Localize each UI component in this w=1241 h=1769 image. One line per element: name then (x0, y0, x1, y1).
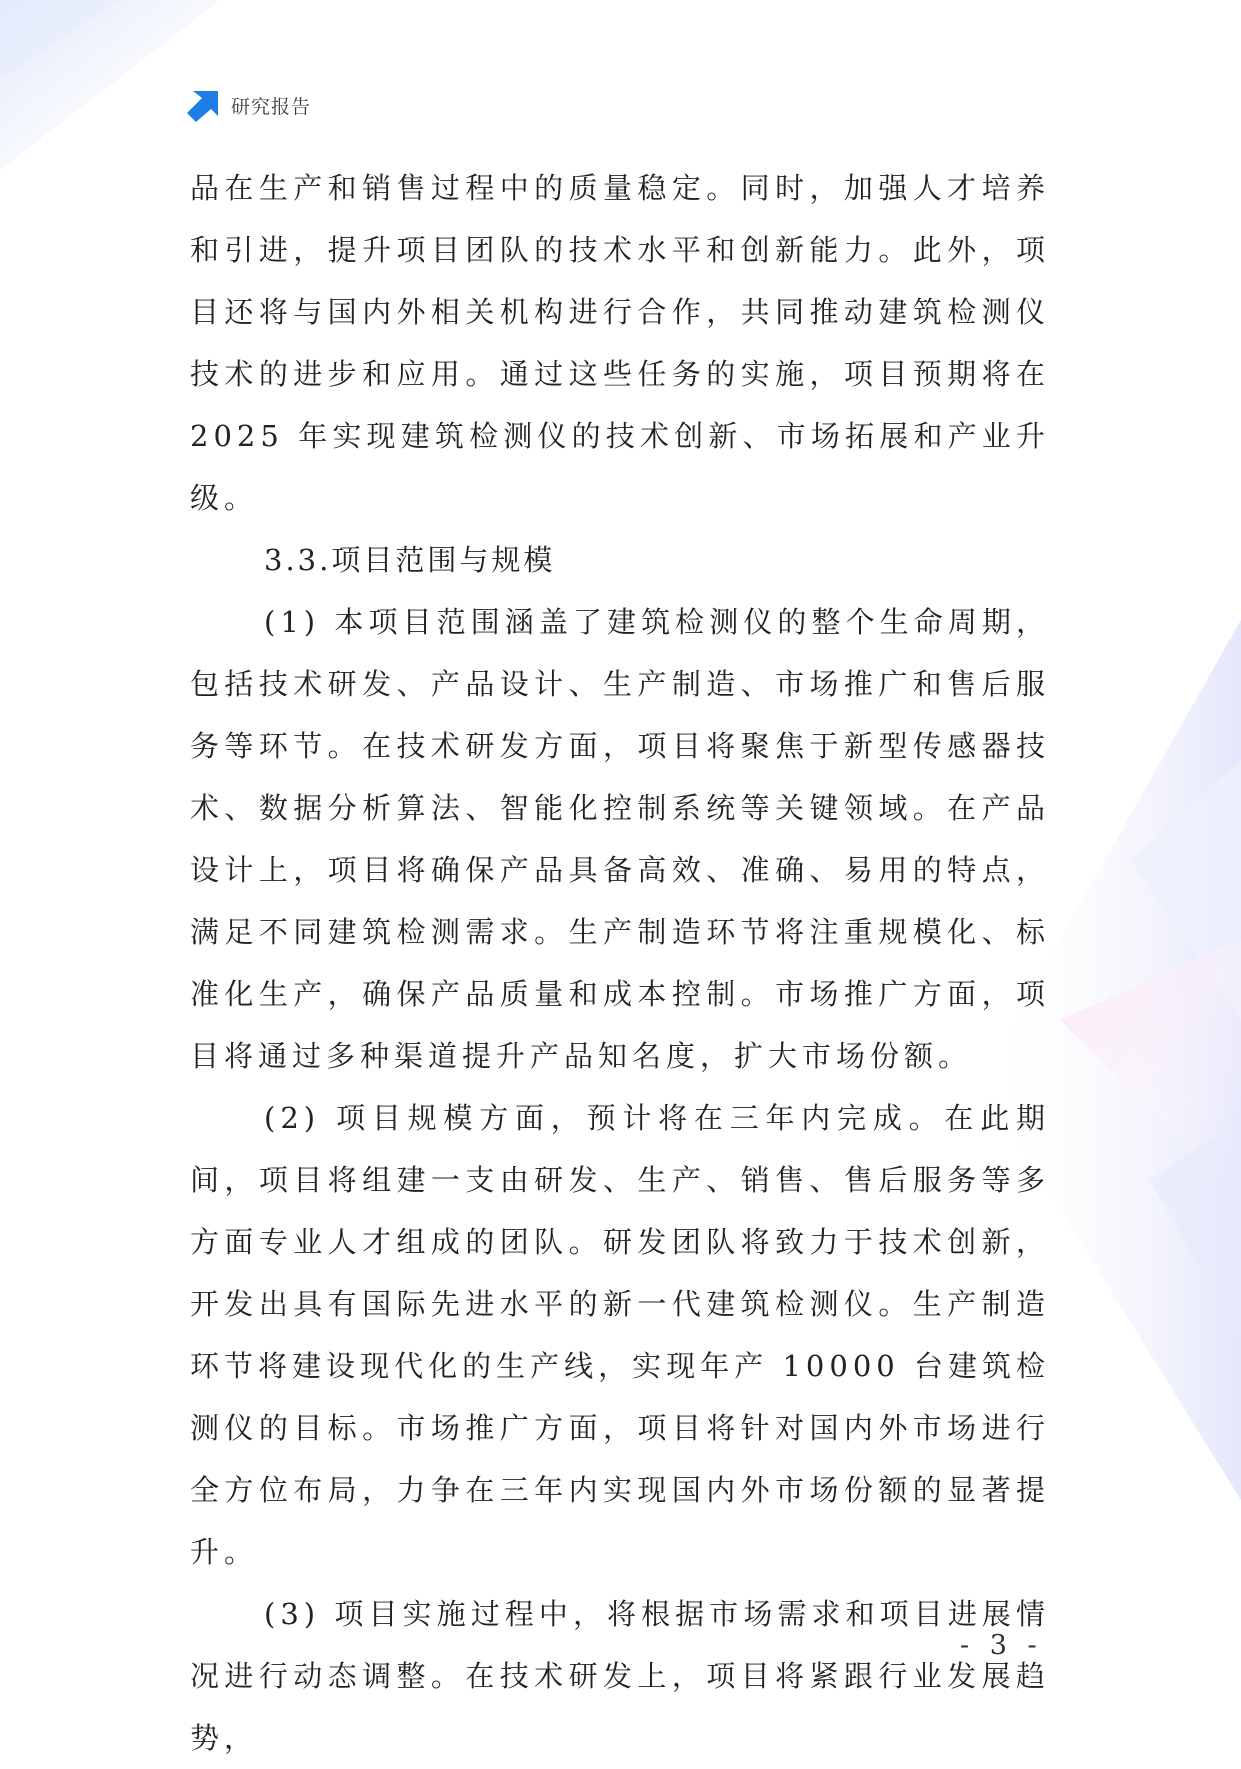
paragraph-continued: 品在生产和销售过程中的质量稳定。同时，加强人才培养和引进，提升项目团队的技术水平和创新能力。此外，项目还将与国内外相关机构进行合作，共同推动建筑检测仪技术的进步和应用。通过这些任务的实施，项目预期将在 2025 年实现建筑检测仪的技术创新、市场拓展和产业升级。 (190, 171, 1050, 515)
section-heading: 3.3.项目范围与规模 (264, 543, 556, 577)
paragraph-adjustment: (3) 项目实施过程中，将根据市场需求和项目进展情况进行动态调整。在技术研发上，项目将紧跟行业发展趋势， (190, 1597, 1050, 1755)
paragraph-scope: (1) 本项目范围涵盖了建筑检测仪的整个生命周期，包括技术研发、产品设计、生产制造、市场推广和售后服务等环节。在技术研发方面，项目将聚焦于新型传感器技术、数据分析算法、智能化控制系统等关键领域。在产品设计上，项目将确保产品具备高效、准确、易用的特点，满足不同建筑检测需求。生产制造环节将注重规模化、标准化生产，确保产品质量和成本控制。市场推广方面，项目将通过多种渠道提升产品知名度，扩大市场份额。 (190, 605, 1050, 1073)
header-label: 研究报告 (231, 95, 312, 118)
arrow-up-right-icon (187, 88, 221, 122)
paragraph-scale: (2) 项目规模方面，预计将在三年内完成。在此期间，项目将组建一支由研发、生产、销售、售后服务等多方面专业人才组成的团队。研发团队将致力于技术创新，开发出具有国际先进水平的新一代建筑检测仪。生产制造环节将建设现代化的生产线，实现年产 10000 台建筑检测仪的目标。市场推广方面，项目将针对国内外市场进行全方位布局，力争在三年内实现国内外市场份额的显著提升。 (190, 1101, 1050, 1569)
report-header (187, 88, 311, 122)
page-number: - 3 - (960, 1630, 1043, 1661)
document-body (190, 157, 1050, 1769)
